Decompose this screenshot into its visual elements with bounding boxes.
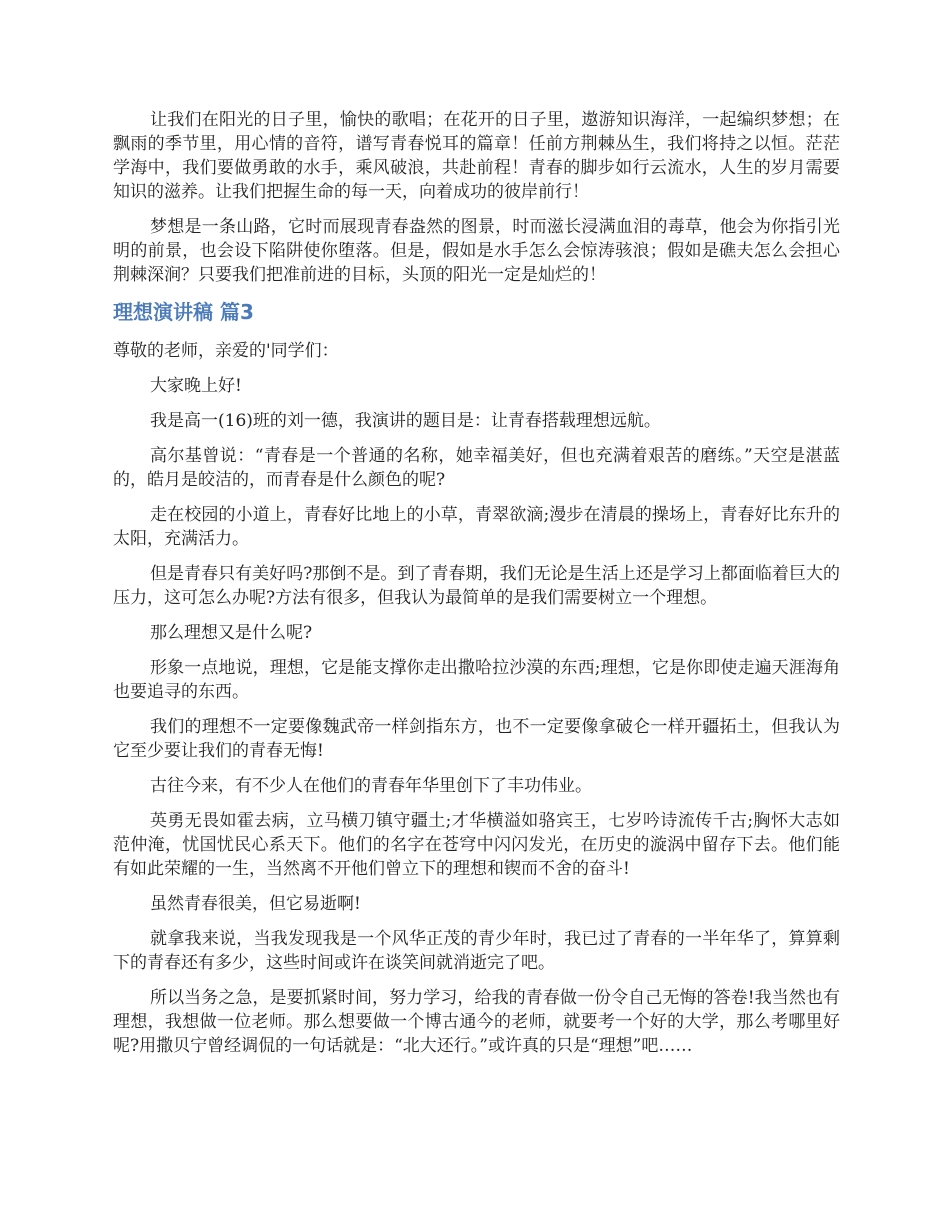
- body-paragraph: 但是青春只有美好吗?那倒不是。到了青春期，我们无论是生活上还是学习上都面临着巨大的压力，这可怎么办呢?方法有很多，但我认为最简单的是我们需要树立一个理想。: [113, 564, 840, 608]
- body-paragraph: 走在校园的小道上，青春好比地上的小草，青翠欲滴;漫步在清晨的操场上，青春好比东升的太阳，充满活力。: [113, 505, 840, 549]
- section-heading: 理想演讲稿 篇3: [113, 300, 254, 324]
- body-paragraph: 大家晚上好!: [150, 376, 242, 396]
- intro-paragraph: 梦想是一条山路，它时而展现青春盎然的图景，时而滋长浸满血泪的毒草，他会为你指引光明的前景，也会设下陷阱使你堕落。但是，假如是水手怎么会惊涛骇浪；假如是礁夫怎么会担心荆棘深涧？只要我们把准前进的目标，头顶的阳光一定是灿烂的！: [113, 217, 840, 285]
- body-paragraph: 古往今来，有不少人在他们的青春年华里创下了丰功伟业。: [150, 776, 592, 796]
- body-paragraph: 高尔基曾说：“青春是一个普通的名称，她幸福美好，但也充满着艰苦的磨练。”天空是湛蓝的，皓月是皎洁的，而青春是什么颜色的呢?: [113, 446, 840, 490]
- body-paragraph: 虽然青春很美，但它易逝啊!: [150, 894, 361, 914]
- body-paragraph: 就拿我来说，当我发现我是一个风华正茂的青少年时，我已过了青春的一半年华了，算算剩下的青春还有多少，这些时间或许在谈笑间就消逝完了吧。: [113, 929, 840, 973]
- body-paragraph: 英勇无畏如霍去病，立马横刀镇守疆土;才华横溢如骆宾王，七岁吟诗流传千古;胸怀大志如范仲淹，忧国忧民心系天下。他们的名字在苍穹中闪闪发光，在历史的漩涡中留存下去。他们能有如此荣耀的一生，当然离不开他们曾立下的理想和锲而不舍的奋斗!: [113, 811, 840, 879]
- body-paragraph: 形象一点地说，理想，它是能支撑你走出撒哈拉沙漠的东西;理想，它是你即使走遍天涯海角也要追寻的东西。: [113, 658, 840, 702]
- body-paragraph: 那么理想又是什么呢?: [150, 623, 313, 643]
- body-paragraph: 我们的理想不一定要像魏武帝一样剑指东方，也不一定要像拿破仑一样开疆拓土，但我认为它至少要让我们的青春无悔!: [113, 717, 840, 761]
- body-paragraph: 我是高一(16)班的刘一德，我演讲的题目是：让青春搭载理想远航。: [150, 411, 661, 431]
- intro-paragraph: 让我们在阳光的日子里，愉快的歌唱；在花开的日子里，遨游知识海洋，一起编织梦想；在飘雨的季节里，用心情的音符，谱写青春悦耳的篇章！任前方荆棘丛生，我们将持之以恒。茫茫学海中，我们要做勇敢的水手，乘风破浪，共赴前程！青春的脚步如行云流水，人生的岁月需要知识的滋养。让我们把握生命的每一天，向着成功的彼岸前行！: [113, 110, 840, 202]
- body-paragraph: 所以当务之急，是要抓紧时间，努力学习，给我的青春做一份令自己无悔的答卷!我当然也有理想，我想做一位老师。那么想要做一个博古通今的老师，就要考一个好的大学，那么考哪里好呢?用撒贝宁曾经调侃的一句话就是：“北大还行。”或许真的只是“理想”吧……: [113, 988, 840, 1056]
- salutation: 尊敬的老师，亲爱的'同学们：: [113, 341, 339, 361]
- document-page: [113, 108, 840, 1069]
